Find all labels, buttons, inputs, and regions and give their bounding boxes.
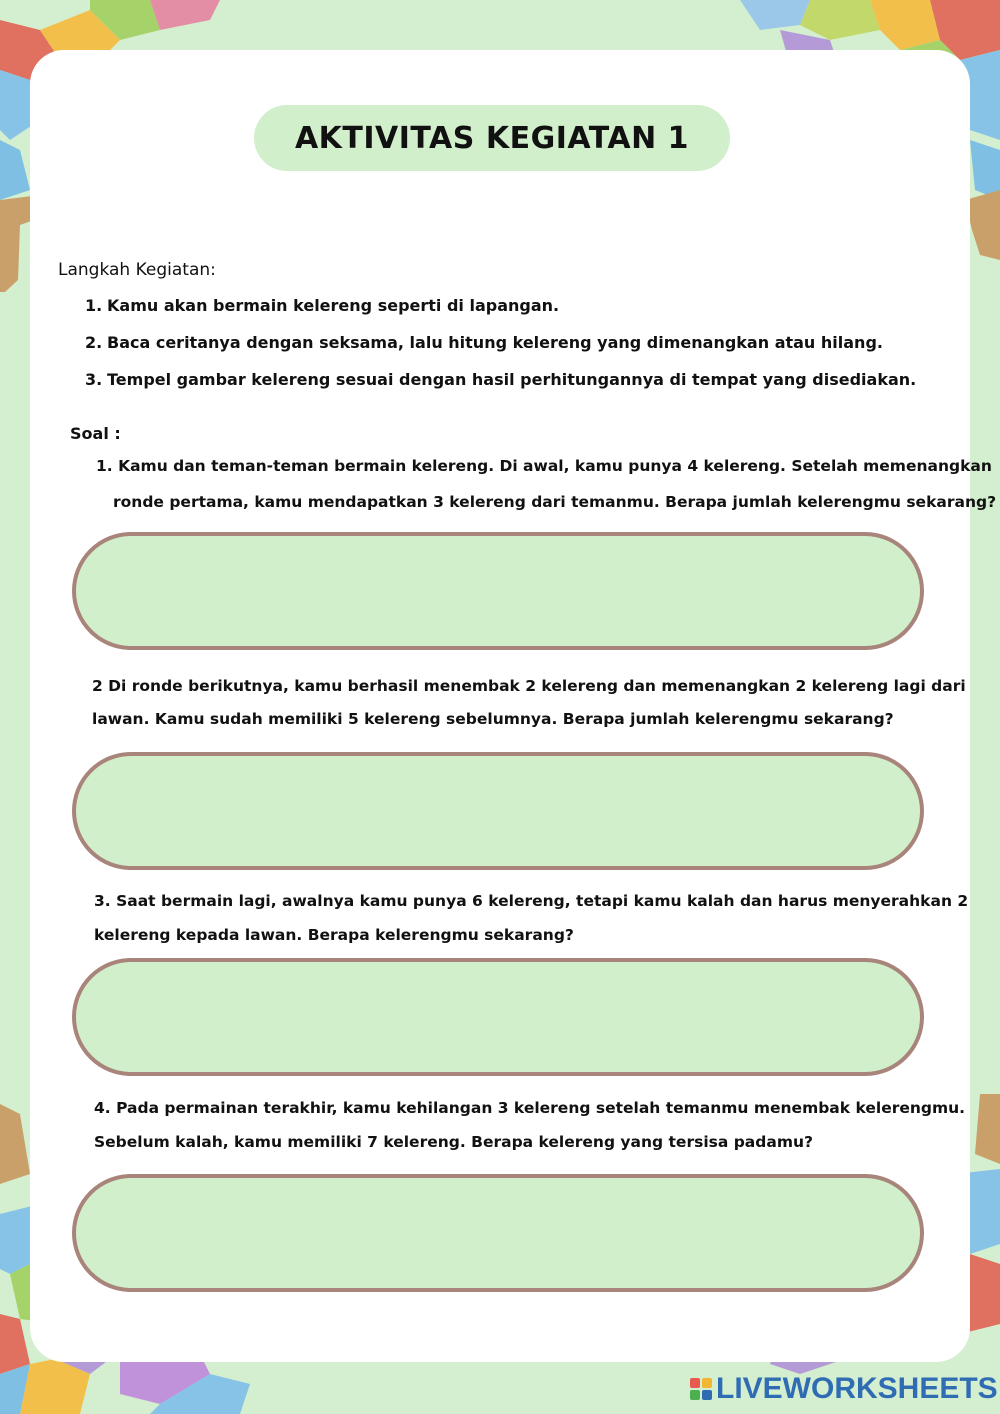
question-text-line: 1. Kamu dan teman-teman bermain kelereng. Di awal, kamu punya 4 kelereng. Setelah memenangkan bbox=[96, 457, 992, 475]
page-title: AKTIVITAS KEGIATAN 1 bbox=[294, 120, 690, 156]
step-text: Kamu akan bermain kelereng seperti di lapangan. bbox=[107, 296, 560, 315]
step-text: Tempel gambar kelereng sesuai dengan hasil perhitungannya di tempat yang disediakan. bbox=[107, 370, 917, 389]
answer-box-1[interactable] bbox=[72, 532, 924, 650]
step-text: Baca ceritanya dengan seksama, lalu hitung kelereng yang dimenangkan atau hilang. bbox=[107, 333, 883, 352]
question-4 bbox=[94, 1098, 966, 1152]
step-number: 1. bbox=[85, 296, 103, 315]
question-text-line: ronde pertama, kamu mendapatkan 3 kelereng dari temanmu. Berapa jumlah kelerengmu sekarang? bbox=[113, 493, 997, 511]
question-text-line: lawan. Kamu sudah memiliki 5 kelereng sebelumnya. Berapa jumlah kelerengmu sekarang? bbox=[92, 710, 894, 728]
steps-heading: Langkah Kegiatan: bbox=[58, 260, 216, 280]
question-text-line: 3. Saat bermain lagi, awalnya kamu punya 6 kelereng, tetapi kamu kalah dan harus menyerahkan 2 bbox=[94, 892, 969, 910]
liveworksheets-logo-icon bbox=[690, 1378, 712, 1400]
title-banner bbox=[254, 105, 730, 171]
answer-box-2[interactable] bbox=[72, 752, 924, 870]
step-item bbox=[85, 333, 883, 353]
question-text-line: 4. Pada permainan terakhir, kamu kehilangan 3 kelereng setelah temanmu menembak kelerengmu. bbox=[94, 1099, 966, 1117]
question-text-line: Sebelum kalah, kamu memiliki 7 kelereng. Berapa kelereng yang tersisa padamu? bbox=[94, 1133, 813, 1151]
question-text-line: kelereng kepada lawan. Berapa kelerengmu sekarang? bbox=[94, 926, 574, 944]
question-2 bbox=[92, 676, 966, 729]
questions-heading: Soal : bbox=[70, 424, 121, 443]
step-item bbox=[85, 296, 559, 316]
question-text-line: 2 Di ronde berikutnya, kamu berhasil menembak 2 kelereng dan memenangkan 2 kelereng lagi dari bbox=[92, 677, 966, 695]
step-number: 2. bbox=[85, 333, 103, 352]
answer-box-4[interactable] bbox=[72, 1174, 924, 1292]
step-number: 3. bbox=[85, 370, 103, 389]
question-1 bbox=[96, 456, 997, 512]
question-3 bbox=[94, 891, 969, 945]
step-item bbox=[85, 370, 916, 390]
liveworksheets-logo bbox=[690, 1372, 998, 1406]
answer-box-3[interactable] bbox=[72, 958, 924, 1076]
logo-text: LIVEWORKSHEETS bbox=[716, 1372, 998, 1405]
